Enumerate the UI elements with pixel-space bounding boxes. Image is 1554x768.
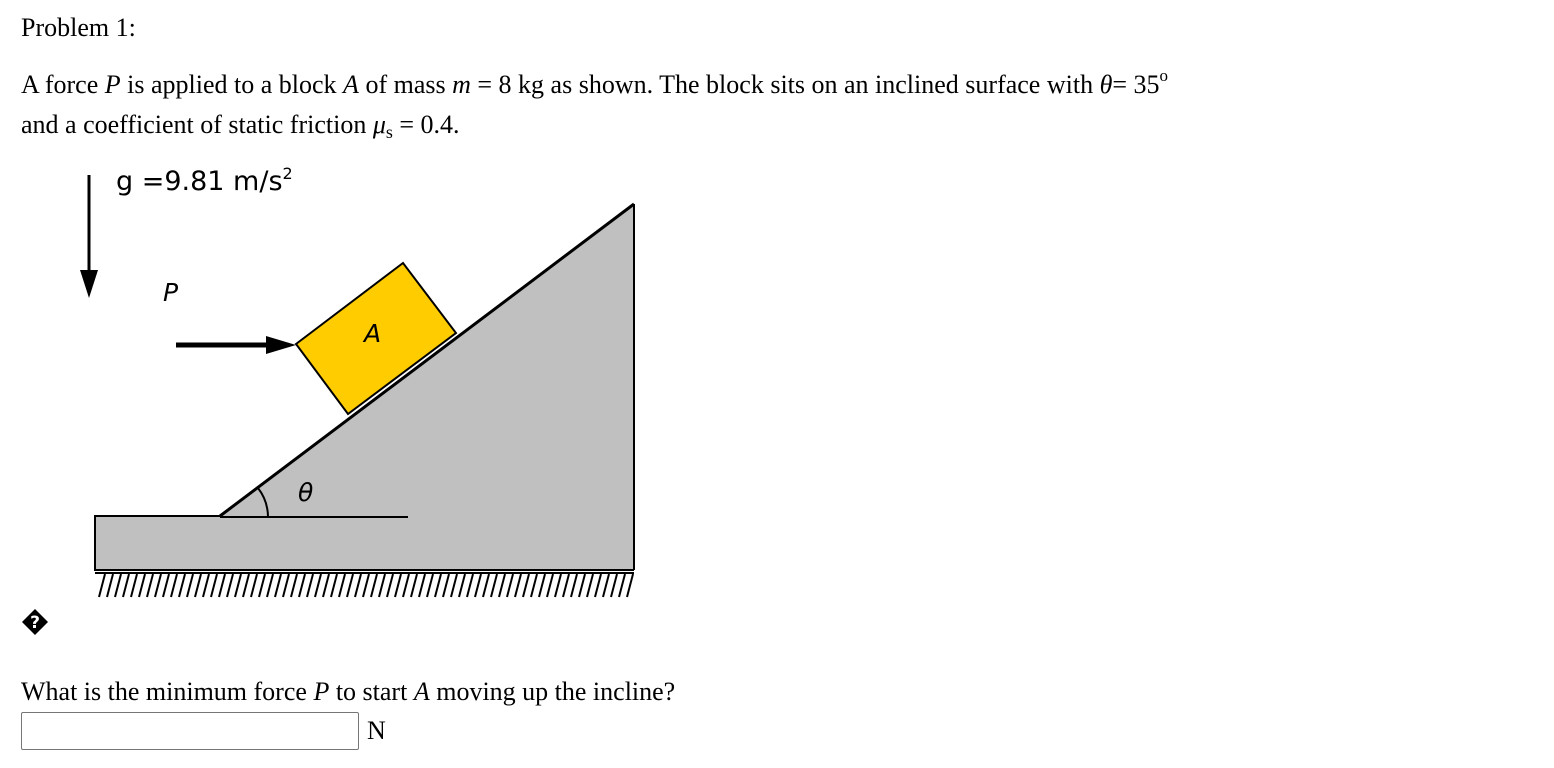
hatch-line xyxy=(443,574,449,597)
mu-symbol: μ xyxy=(372,110,386,139)
hatch-line xyxy=(299,574,305,597)
hatch-line xyxy=(187,574,193,597)
force-symbol: P xyxy=(104,70,121,99)
unknown-character-icon xyxy=(21,608,49,636)
force-symbol: P xyxy=(313,677,330,706)
hatch-line xyxy=(379,574,385,597)
hatch-line xyxy=(163,574,169,597)
hatch-line xyxy=(123,574,129,597)
incline-diagram xyxy=(70,160,650,610)
hatch-line xyxy=(499,574,505,597)
mass-symbol: m xyxy=(452,70,471,99)
hatch-line xyxy=(579,574,585,597)
hatch-line xyxy=(139,574,145,597)
hatch-line xyxy=(451,574,457,597)
hatch-line xyxy=(491,574,497,597)
hatch-line xyxy=(323,574,329,597)
hatch-line xyxy=(467,574,473,597)
hatch-line xyxy=(179,574,185,597)
hatch-line xyxy=(459,574,465,597)
statement-text: of mass xyxy=(358,70,453,99)
unknown-character-mark: ? xyxy=(30,613,40,633)
hatch-line xyxy=(507,574,513,597)
hatch-line xyxy=(363,574,369,597)
question-text xyxy=(21,674,675,710)
problem-title: Problem 1: xyxy=(21,13,136,42)
hatch-line xyxy=(219,574,225,597)
gravity-arrow xyxy=(80,175,98,298)
force-arrow xyxy=(176,336,296,354)
hatch-line xyxy=(523,574,529,597)
question-part: moving up the incline? xyxy=(429,677,676,706)
hatch-line xyxy=(603,574,609,597)
mu-value: = 0.4. xyxy=(392,110,460,139)
unit-label: N xyxy=(367,716,386,745)
hatch-line xyxy=(387,574,393,597)
hatch-line xyxy=(619,574,625,597)
hatch-line xyxy=(267,574,273,597)
theta-value: = 35 xyxy=(1112,70,1160,99)
question-part: to start xyxy=(329,677,414,706)
force-label: P xyxy=(163,278,179,307)
hatch-line xyxy=(131,574,137,597)
hatch-line xyxy=(115,574,121,597)
hatch-line xyxy=(251,574,257,597)
mass-value: = 8 kg as shown. The block sits on an inclined surface with xyxy=(470,70,1100,99)
hatch-line xyxy=(155,574,161,597)
hatch-line xyxy=(235,574,241,597)
hatch-line xyxy=(571,574,577,597)
hatch-line xyxy=(595,574,601,597)
hatch-line xyxy=(107,574,113,597)
hatch-line xyxy=(427,574,433,597)
hatch-line xyxy=(243,574,249,597)
hatch-line xyxy=(283,574,289,597)
hatch-line xyxy=(147,574,153,597)
hatch-line xyxy=(435,574,441,597)
hatch-line xyxy=(403,574,409,597)
hatch-line xyxy=(483,574,489,597)
hatch-line xyxy=(475,574,481,597)
hatch-line xyxy=(211,574,217,597)
hatch-line xyxy=(171,574,177,597)
hatch-line xyxy=(587,574,593,597)
hatch-line xyxy=(547,574,553,597)
statement-text: and a coefficient of static friction xyxy=(21,110,373,139)
hatch-line xyxy=(531,574,537,597)
hatch-line xyxy=(555,574,561,597)
angle-label: θ xyxy=(298,478,314,507)
answer-row xyxy=(21,710,386,752)
mu-subscript: s xyxy=(385,122,393,142)
question-part: What is the minimum force xyxy=(21,677,314,706)
hatch-line xyxy=(419,574,425,597)
theta-symbol: θ xyxy=(1099,70,1113,99)
answer-input[interactable] xyxy=(21,712,359,750)
hatch-line xyxy=(395,574,401,597)
hatch-line xyxy=(99,574,105,597)
hatch-line xyxy=(331,574,337,597)
block-symbol: A xyxy=(413,677,430,706)
hatch-line xyxy=(515,574,521,597)
degree-symbol: o xyxy=(1159,66,1169,85)
hatch-line xyxy=(259,574,265,597)
hatch-line xyxy=(315,574,321,597)
ground-hatch xyxy=(99,574,633,597)
hatch-line xyxy=(275,574,281,597)
hatch-line xyxy=(539,574,545,597)
problem-statement xyxy=(21,56,1521,152)
hatch-line xyxy=(563,574,569,597)
hatch-line xyxy=(347,574,353,597)
hatch-line xyxy=(339,574,345,597)
hatch-line xyxy=(203,574,209,597)
statement-text: A force xyxy=(21,70,105,99)
hatch-line xyxy=(227,574,233,597)
hatch-line xyxy=(307,574,313,597)
hatch-line xyxy=(355,574,361,597)
hatch-line xyxy=(627,574,633,597)
hatch-line xyxy=(291,574,297,597)
gravity-label: g =9.81 $m/s^2$ xyxy=(116,164,293,197)
hatch-line xyxy=(611,574,617,597)
hatch-line xyxy=(195,574,201,597)
block-symbol: A xyxy=(343,70,359,99)
block-label: A xyxy=(364,319,382,348)
hatch-line xyxy=(411,574,417,597)
statement-text: is applied to a block xyxy=(120,70,344,99)
hatch-line xyxy=(371,574,377,597)
